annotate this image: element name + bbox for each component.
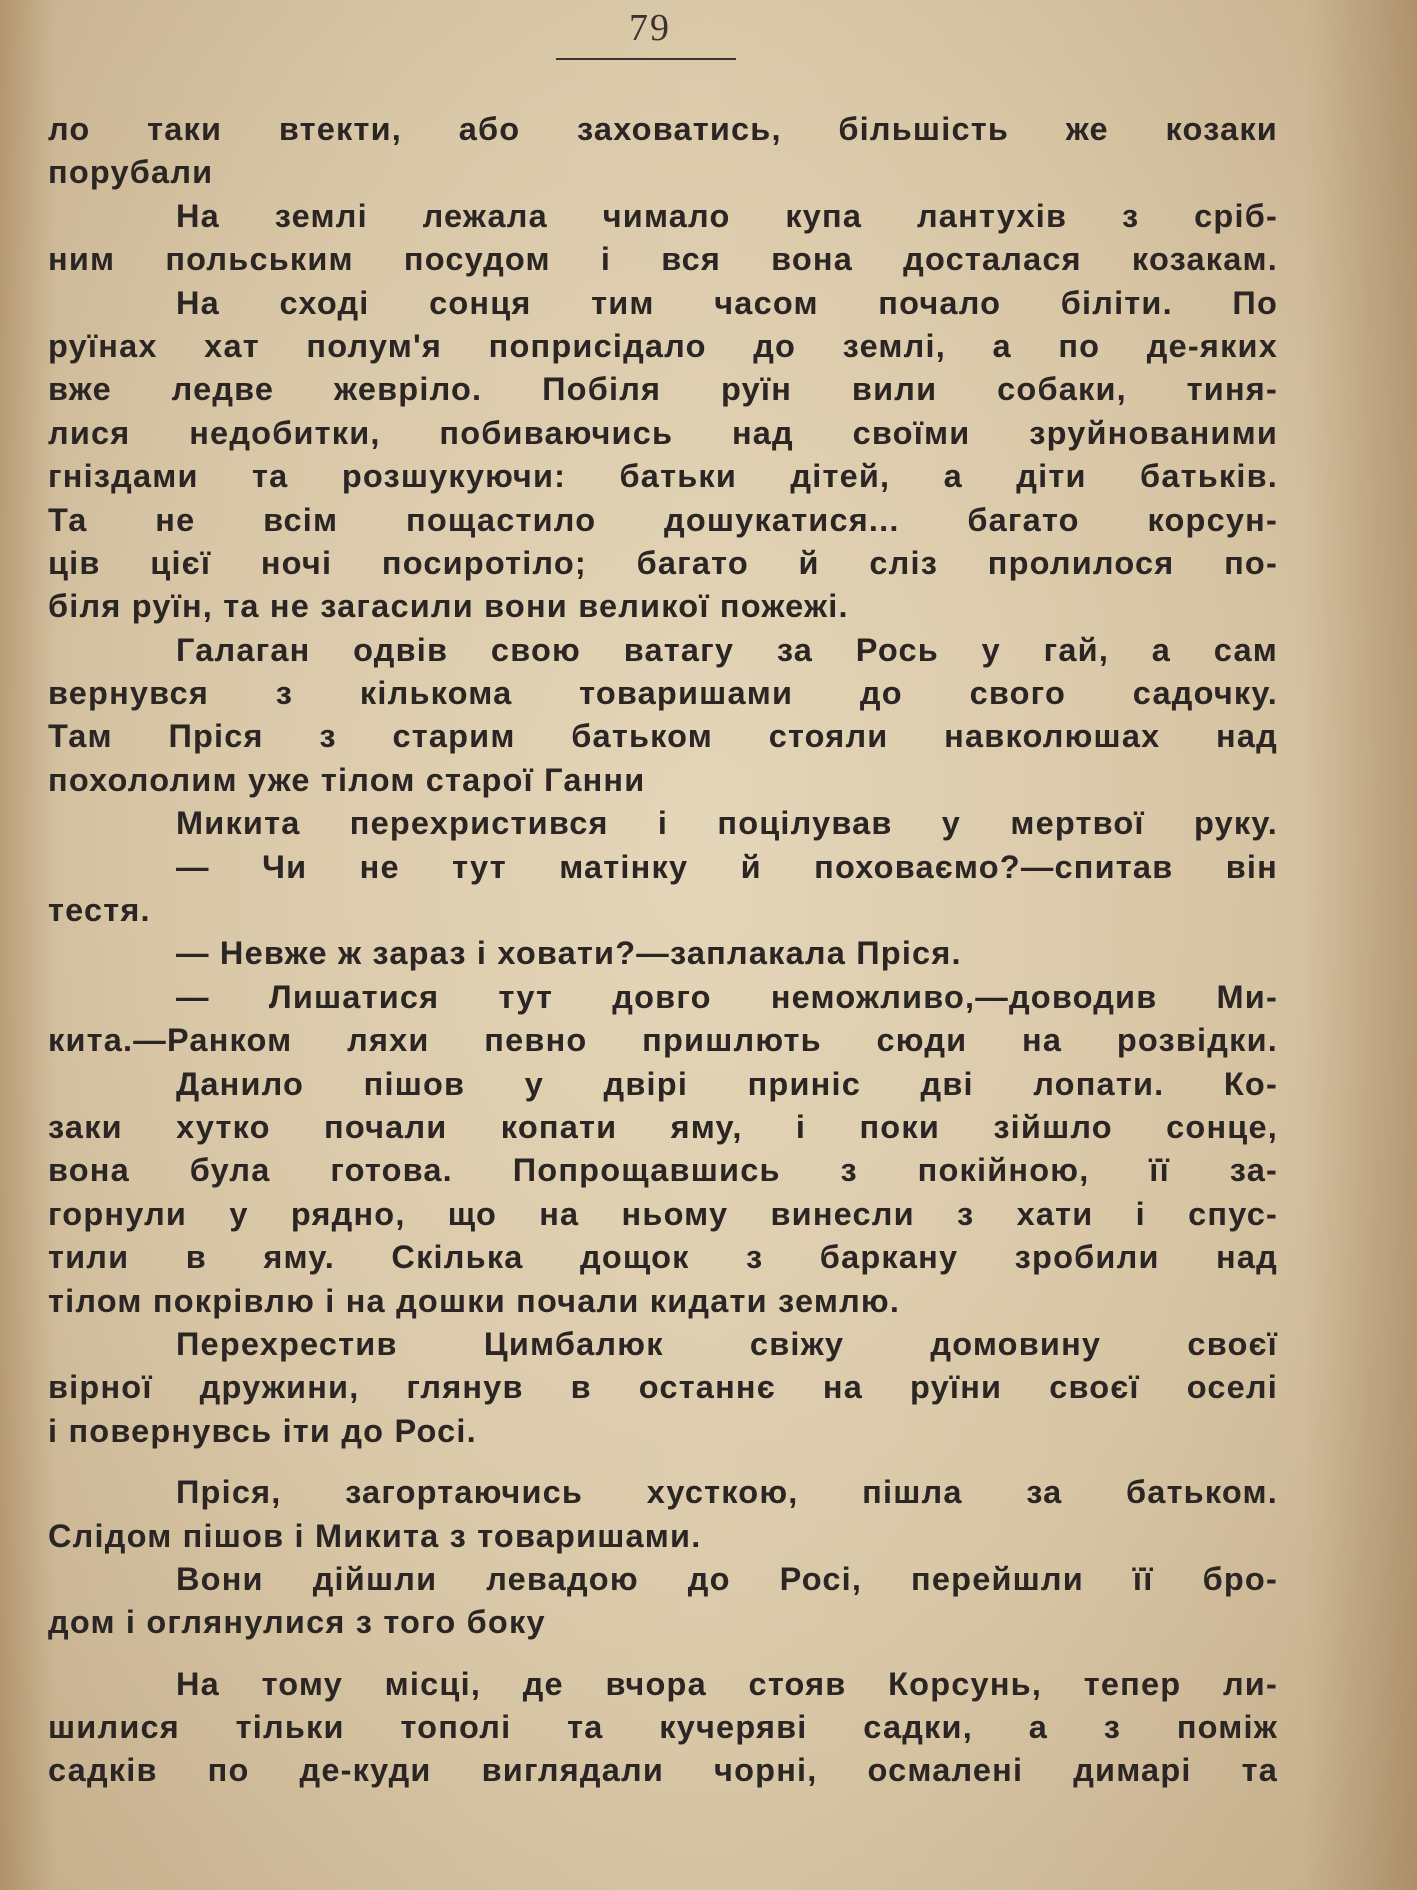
text-line: Перехрестив Цимбалюк свіжу домовину своєї xyxy=(176,1325,1278,1362)
text-line: біля руїн, та не загасили вони великої пожежі. xyxy=(48,588,849,625)
text-line: Данило пішов у двірі приніс дві лопати. Ко- xyxy=(176,1065,1278,1102)
text-line: кита.—Ранком ляхи певно пришлють сюди на розвідки. xyxy=(48,1022,1278,1059)
text-line: вже ледве жевріло. Побіля руїн вили собаки, тиня- xyxy=(48,371,1278,408)
paragraph-gap xyxy=(48,1453,1278,1471)
text-line: вірної дружини, глянув в останнє на руїни своєї оселі xyxy=(48,1369,1278,1406)
text-line: — Невже ж зараз і ховати?—заплакала Пріся. xyxy=(176,935,962,972)
text-line: садків по де-куди виглядали чорні, осмалені димарі та xyxy=(48,1752,1278,1789)
text-line: шилися тільки тополі та кучеряві садки, а з поміж xyxy=(48,1709,1278,1746)
text-line: дом і оглянулися з того боку xyxy=(48,1604,546,1641)
text-line: тестя. xyxy=(48,892,151,929)
text-line: і повернувсь іти до Росі. xyxy=(48,1412,477,1449)
text-line: ців цієї ночі посиротіло; багато й сліз пролилося по- xyxy=(48,544,1278,581)
text-line: горнули у рядно, що на ньому винесли з хати і спус- xyxy=(48,1195,1278,1232)
text-line: заки хутко почали копати яму, і поки зійшло сонце, xyxy=(48,1108,1278,1145)
text-line: — Лишатися тут довго неможливо,—доводив Ми- xyxy=(176,978,1278,1015)
text-line: На землі лежала чимало купа лантухів з сріб- xyxy=(176,197,1278,234)
text-line: Та не всім пощастило дошукатися... багато корсун- xyxy=(48,501,1278,538)
text-line: Вони дійшли левадою до Росі, перейшли її бро- xyxy=(176,1560,1278,1597)
text-line: Микита перехристився і поцілував у мертвої руку. xyxy=(176,805,1278,842)
page-number: 79 xyxy=(629,7,671,49)
text-line: лися недобитки, побиваючись над своїми зруйнованими xyxy=(48,414,1278,451)
text-line: тили в яму. Скілька дощок з баркану зробили над xyxy=(48,1239,1278,1276)
text-line: На тому місці, де вчора стояв Корсунь, тепер ли- xyxy=(176,1665,1278,1702)
text-line: ним польським посудом і вся вона досталася козакам. xyxy=(48,241,1278,278)
text-line: похололим уже тілом старої Ганни xyxy=(48,761,646,798)
text-line: Слідом пішов і Микита з товаришами. xyxy=(48,1517,702,1554)
text-line: гніздами та розшукуючи: батьки дітей, а діти батьків. xyxy=(48,458,1278,495)
text-line: Пріся, загортаючись хусткою, пішла за батьком. xyxy=(176,1474,1278,1511)
text-line: руїнах хат полум'я поприсідало до землі, а по де-яких xyxy=(48,327,1278,364)
paragraph-gap xyxy=(48,1645,1278,1663)
text-line: вона була готова. Попрощавшись з покійною, її за- xyxy=(48,1152,1278,1189)
text-line: Там Пріся з старим батьком стояли навколюшах над xyxy=(48,718,1278,755)
page-number-rule xyxy=(556,58,736,60)
text-line: — Чи не тут матінку й поховаємо?—спитав він xyxy=(176,848,1278,885)
text-line: порубали xyxy=(48,154,214,191)
text-line: Галаган одвів свою ватагу за Рось у гай, а сам xyxy=(176,631,1278,668)
text-line: На сході сонця тим часом почало біліти. По xyxy=(176,284,1278,321)
body-text xyxy=(48,108,1278,1793)
text-line: вернувся з кількома товаришами до свого садочку. xyxy=(48,675,1278,712)
text-line: тілом покрівлю і на дошки почали кидати землю. xyxy=(48,1282,901,1319)
text-line: ло таки втекти, або заховатись, більшість же козаки xyxy=(48,111,1278,147)
